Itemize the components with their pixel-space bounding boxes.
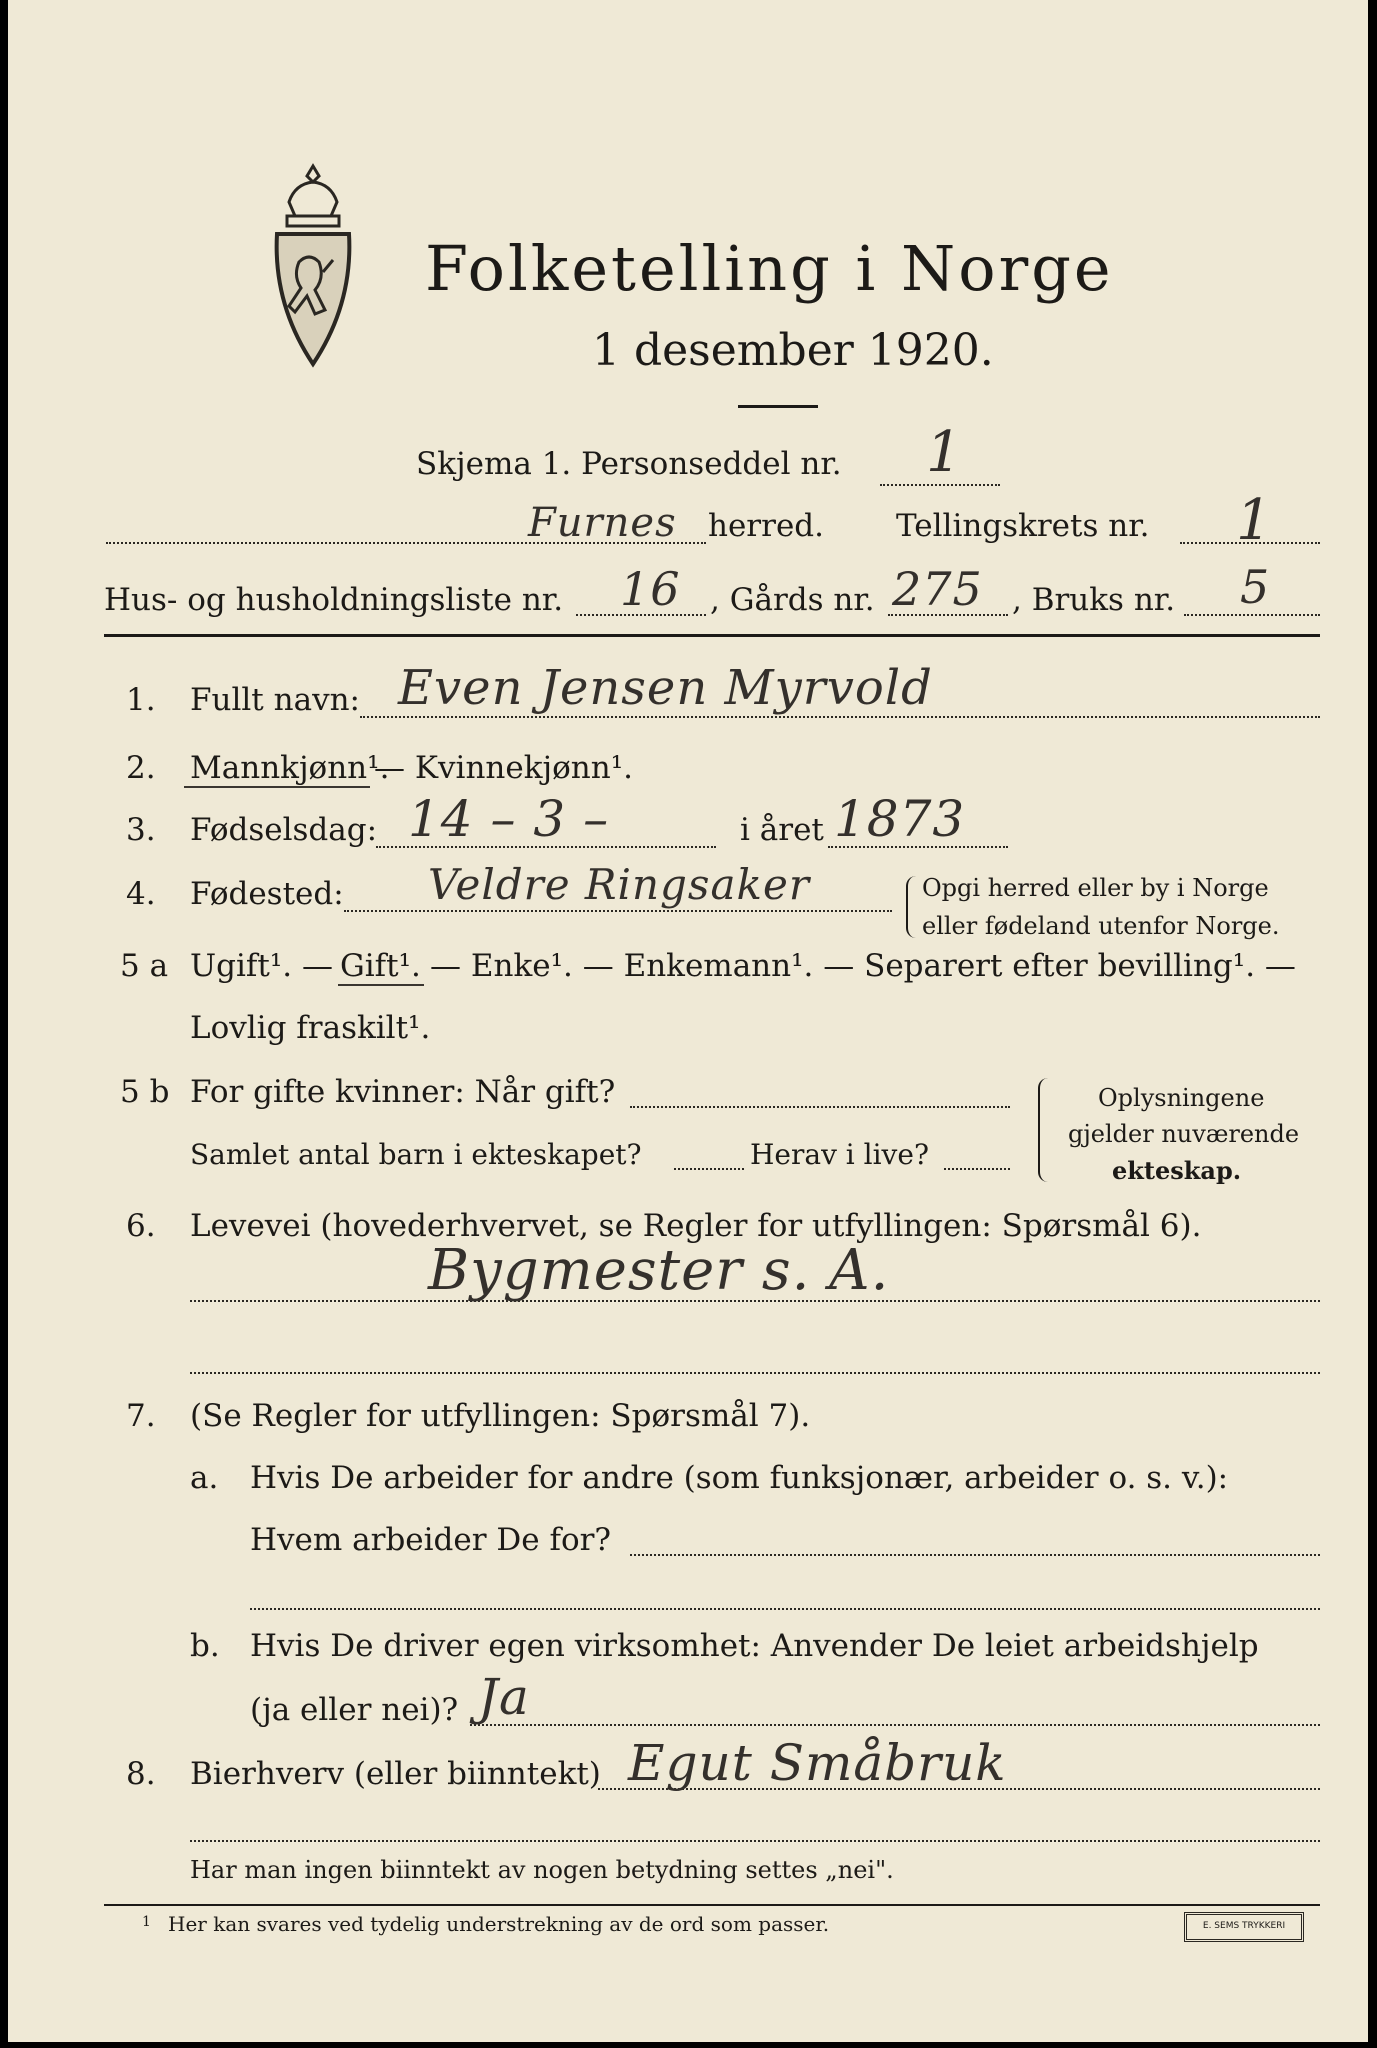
q5a-gift-underline <box>338 984 424 986</box>
q2-male-underline <box>184 786 370 788</box>
q1-number: 1. <box>126 682 156 718</box>
q3-value: 14 – 3 – <box>408 790 610 848</box>
q1-label: Fullt navn: <box>190 682 360 718</box>
footnote-text: Her kan svares ved tydelig understrekning av de ord som passer. <box>168 1912 830 1936</box>
q4-note-1: Opgi herred eller by i Norge <box>922 874 1269 902</box>
q7b-value: Ja <box>478 1668 530 1726</box>
coat-of-arms-icon <box>263 162 363 372</box>
hus-label: Hus- og husholdningsliste nr. <box>104 582 564 618</box>
q2-female: — Kvinnekjønn¹. <box>374 750 633 786</box>
q6-number: 6. <box>126 1208 156 1244</box>
q3-year-label: i året <box>740 812 824 848</box>
q8-line-2 <box>190 1840 1320 1842</box>
q5a-number: 5 a <box>120 948 169 984</box>
q7b-line2: (ja eller nei)? <box>250 1692 459 1728</box>
q7a-number: a. <box>190 1460 219 1496</box>
q7a-line3-field <box>250 1608 1320 1610</box>
q7b-number: b. <box>190 1628 220 1664</box>
q7b-line1: Hvis De driver egen virksomhet: Anvender De leiet arbeidshjelp <box>250 1628 1259 1664</box>
census-form-sheet <box>8 0 1368 2042</box>
printer-stamp <box>1184 1912 1304 1942</box>
q7-number: 7. <box>126 1398 156 1434</box>
q7-label: (Se Regler for utfyllingen: Spørsmål 7). <box>190 1398 811 1434</box>
q7a-line2: Hvem arbeider De for? <box>250 1522 612 1558</box>
q3-label: Fødselsdag: <box>190 812 378 848</box>
bruks-label: , Bruks nr. <box>1012 582 1176 618</box>
q8-label: Bierhverv (eller biinntekt) <box>190 1756 601 1792</box>
printer-stamp-text: E. SEMS TRYKKERI <box>1202 1921 1286 1931</box>
q5b-number: 5 b <box>120 1074 170 1110</box>
page-title: Folketelling i Norge <box>425 232 1114 305</box>
bruks-nr-line <box>1184 614 1320 616</box>
footnote-mark: 1 <box>142 1914 151 1930</box>
q5a-rest: — Enke¹. — Enkemann¹. — Separert efter bevilling¹. — <box>430 948 1296 984</box>
q1-line <box>360 716 1320 718</box>
q5a-ugift: Ugift¹. — <box>190 948 333 984</box>
q5b-note-1: Oplysningene <box>1098 1084 1265 1112</box>
census-date: 1 desember 1920. <box>592 325 994 376</box>
hus-nr-value: 16 <box>620 562 681 616</box>
q5a-line2: Lovlig fraskilt¹. <box>190 1010 431 1046</box>
q7b-line2-field <box>470 1724 1320 1726</box>
q4-note-2: eller fødeland utenfor Norge. <box>922 912 1280 940</box>
q6-line-2 <box>190 1372 1320 1374</box>
q5b-line2b-field <box>944 1168 1010 1170</box>
q5b-line2b: Herav i live? <box>750 1138 929 1171</box>
q5b-line1-field <box>630 1106 1010 1108</box>
schema-label: Skjema 1. Personseddel nr. <box>416 446 842 482</box>
q4-value: Veldre Ringsaker <box>428 860 810 909</box>
q1-value: Even Jensen Myrvold <box>398 660 933 716</box>
footer-note: Har man ingen biinntekt av nogen betydning settes „nei". <box>190 1856 894 1884</box>
footer-rule <box>104 1904 1320 1906</box>
gards-label: , Gårds nr. <box>710 582 875 618</box>
person-nr-value: 1 <box>926 420 963 485</box>
q4-brace <box>906 876 918 938</box>
herred-value: Furnes <box>528 500 677 546</box>
q7a-line2-field <box>630 1554 1320 1556</box>
q5b-line2a: Samlet antal barn i ekteskapet? <box>190 1138 642 1171</box>
q6-label: Levevei (hovederhvervet, se Regler for utfyllingen: Spørsmål 6). <box>190 1208 1202 1244</box>
q3-number: 3. <box>126 812 156 848</box>
q5b-note-3: ekteskap. <box>1112 1156 1242 1185</box>
q5b-line1: For gifte kvinner: Når gift? <box>190 1074 616 1110</box>
q4-number: 4. <box>126 876 156 912</box>
header-separator <box>104 634 1320 637</box>
bruks-nr-value: 5 <box>1240 560 1271 614</box>
q6-value: Bygmester s. A. <box>428 1238 890 1303</box>
q7a-line1: Hvis De arbeider for andre (som funksjonær, arbeider o. s. v.): <box>250 1460 1229 1496</box>
q4-label: Fødested: <box>190 876 344 912</box>
title-divider <box>738 405 818 408</box>
q5b-brace <box>1038 1078 1052 1182</box>
q4-line <box>344 910 892 912</box>
q2-male: Mannkjønn¹. <box>190 750 390 786</box>
q5a-gift: Gift¹. <box>340 948 421 984</box>
tellingskrets-value: 1 <box>1236 488 1273 553</box>
tellingskrets-label: Tellingskrets nr. <box>896 508 1150 544</box>
q2-number: 2. <box>126 750 156 786</box>
q8-number: 8. <box>126 1756 156 1792</box>
herred-label: herred. <box>708 508 824 544</box>
gards-nr-value: 275 <box>892 562 983 616</box>
q8-value: Egut Småbruk <box>628 1734 1007 1792</box>
q5b-line2a-field <box>674 1168 744 1170</box>
q5b-note-2: gjelder nuværende <box>1068 1120 1300 1148</box>
q3-year-value: 1873 <box>834 790 966 848</box>
